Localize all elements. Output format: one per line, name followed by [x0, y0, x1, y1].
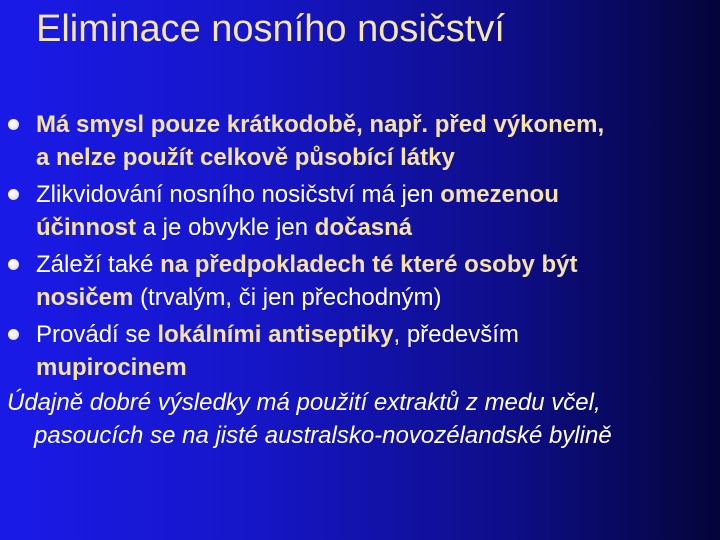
- bullet-1-line-1: Má smysl pouze krátkodobě, např. před výkonem,: [36, 111, 605, 138]
- bullet-item-4: [0, 318, 720, 384]
- bullet-dot-icon: [8, 189, 19, 200]
- bullet-4-text-2: , především: [393, 321, 519, 348]
- bullet-dot-icon: [8, 119, 19, 130]
- bullet-3-text-2: (trvalým, či jen přechodným): [133, 284, 442, 311]
- bullet-2-line-2: [36, 211, 720, 244]
- bullet-3-line-2: [36, 281, 720, 314]
- note-line-1: Údajně dobré výsledky má použití extraktů z medu včel,: [7, 389, 601, 416]
- bullet-item-2: [0, 178, 720, 244]
- bullet-4-text: Provádí se: [36, 321, 158, 348]
- bullet-4-emphasis-mupirocin: mupirocinem: [36, 354, 187, 381]
- bullet-3-emphasis-carrier: nosičem: [36, 284, 134, 311]
- bullet-2-line-1: [36, 178, 720, 211]
- bullet-3-line-1: [36, 248, 720, 281]
- slide-title: Eliminace nosního nosičství: [36, 8, 505, 50]
- bullet-2-text-2: a je obvykle jen: [136, 214, 315, 241]
- bullet-dot-icon: [8, 329, 19, 340]
- note-paragraph: [0, 386, 720, 452]
- bullet-dot-icon: [8, 259, 19, 270]
- bullet-3-emphasis: na předpokladech té které osoby být: [160, 251, 578, 278]
- bullet-4-line-2: [36, 351, 720, 384]
- bullet-item-1: [0, 108, 720, 174]
- bullet-item-3: [0, 248, 720, 314]
- note-line-2: pasoucích se na jisté australsko-novozélandské bylině: [34, 422, 612, 449]
- bullet-1-line-2: a nelze použít celkově působící látky: [36, 144, 455, 171]
- bullet-list: [0, 108, 720, 452]
- bullet-4-line-1: [36, 318, 720, 351]
- bullet-2-emphasis-effectiveness: účinnost: [36, 214, 136, 241]
- bullet-2-emphasis-temporary: dočasná: [314, 214, 413, 241]
- bullet-2-text: Zlikvidování nosního nosičství má jen: [36, 181, 441, 208]
- bullet-4-emphasis-antiseptics: lokálními antiseptiky: [157, 321, 394, 348]
- bullet-2-emphasis-limited: omezenou: [440, 181, 559, 208]
- bullet-3-text: Záleží také: [36, 251, 161, 278]
